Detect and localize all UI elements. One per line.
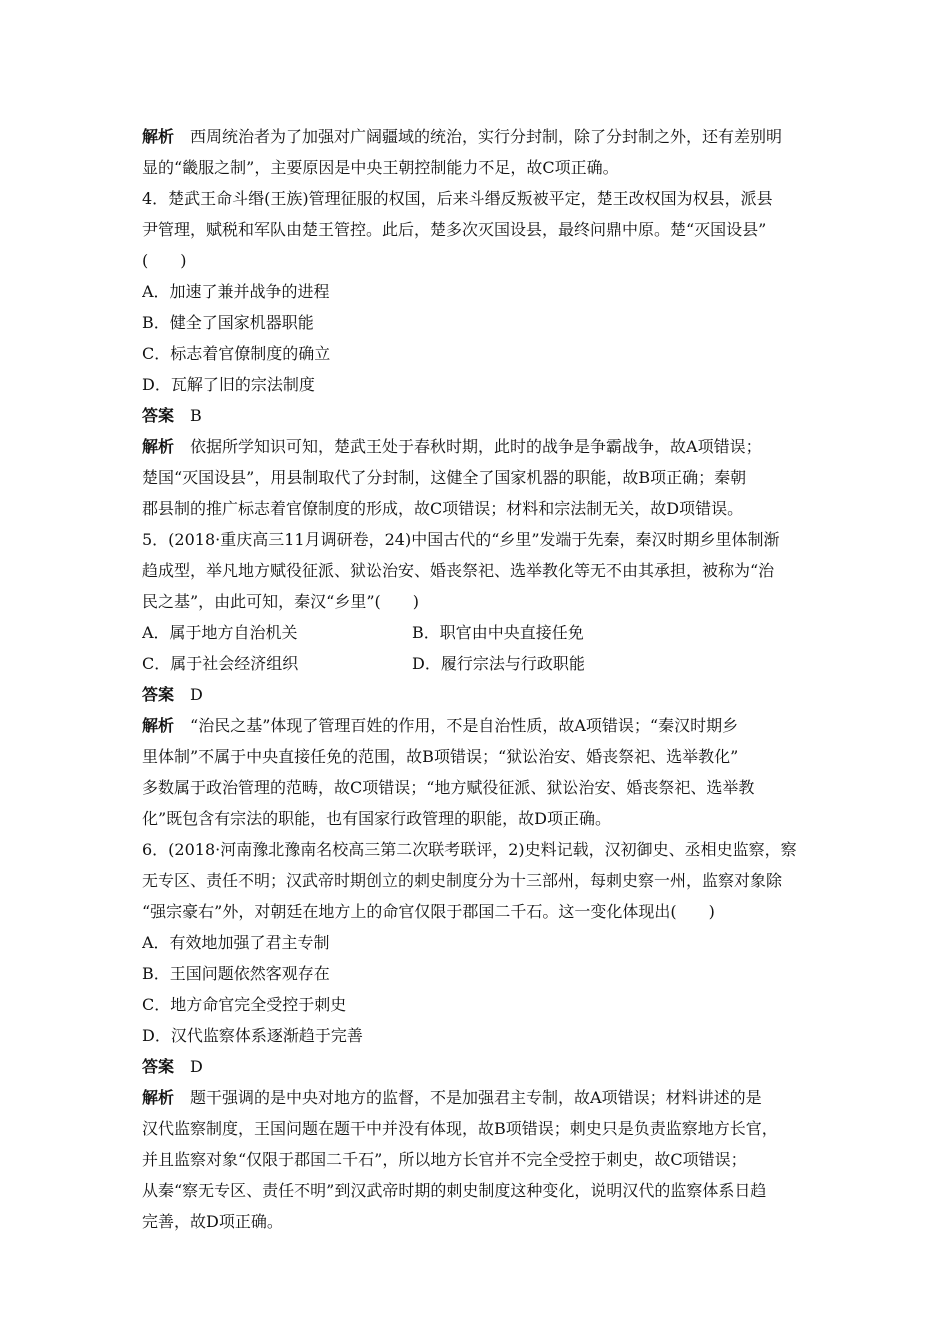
- question-6-answer: 答案 D: [142, 1057, 203, 1076]
- question-6-analysis: 从秦“察无专区、责任不明”到汉武帝时期的刺史制度这种变化，说明汉代的监察体系日趋: [142, 1181, 767, 1200]
- question-5-answer: 答案 D: [142, 685, 203, 704]
- question-5-stem: 5．(2018·重庆高三11月调研卷，24)中国古代的“乡里”发端于先秦，秦汉时期乡里体制渐: [142, 530, 780, 549]
- question-5-option-c: C．属于社会经济组织: [142, 654, 299, 673]
- question-5-analysis: 化”既包含有宗法的职能，也有国家行政管理的职能，故D项正确。: [142, 809, 612, 828]
- question-6-option-c: C．地方命官完全受控于刺史: [142, 995, 347, 1014]
- question-5-stem: 民之基”，由此可知，秦汉“乡里”( ): [142, 592, 420, 611]
- question-6-stem: “强宗豪右”外，对朝廷在地方上的命官仅限于郡国二千石。这一变化体现出( ): [142, 902, 715, 921]
- question-4-answer: 答案 B: [142, 406, 202, 425]
- question-6-analysis: 并且监察对象“仅限于郡国二千石”，所以地方长官并不完全受控于刺史，故C项错误；: [142, 1150, 747, 1169]
- answer-label: 答案: [142, 685, 175, 704]
- answer-label: 答案: [142, 406, 175, 425]
- question-4-analysis: 楚国“灭国设县”，用县制取代了分封制，这健全了国家机器的职能，故B项正确；秦朝: [142, 468, 747, 487]
- question-5-options-row: [142, 648, 810, 679]
- question-4-option-b: B．健全了国家机器职能: [142, 313, 314, 332]
- answer-label: 答案: [142, 1057, 175, 1076]
- analysis-label: 解析: [142, 127, 175, 146]
- question-5-option-b: B．职官由中央直接任免: [412, 623, 584, 642]
- analysis-line: 显的“畿服之制”，主要原因是中央王朝控制能力不足，故C项正确。: [142, 158, 619, 177]
- question-5-stem: 趋成型，举凡地方赋役征派、狱讼治安、婚丧祭祀、选举教化等无不由其承担，被称为“治: [142, 561, 775, 580]
- question-4-stem: 4．楚武王命斗缗(王族)管理征服的权国，后来斗缗反叛被平定，楚王改权国为权县，派县: [142, 189, 773, 208]
- question-4-option-d: D．瓦解了旧的宗法制度: [142, 375, 315, 394]
- question-6-option-b: B．王国问题依然客观存在: [142, 964, 330, 983]
- analysis-label: 解析: [142, 437, 175, 456]
- question-4-stem: 尹管理，赋税和军队由楚王管控。此后，楚多次灭国设县，最终问鼎中原。楚“灭国设县”: [142, 220, 767, 239]
- analysis-label: 解析: [142, 716, 175, 735]
- question-5-option-a: A．属于地方自治机关: [142, 623, 298, 642]
- question-6-analysis: 汉代监察制度，王国问题在题干中并没有体现，故B项错误；刺史只是负责监察地方长官，: [142, 1119, 778, 1138]
- question-6-option-d: D．汉代监察体系逐渐趋于完善: [142, 1026, 363, 1045]
- question-6-analysis: 解析 题干强调的是中央对地方的监督，不是加强君主专制，故A项错误；材料讲述的是: [142, 1088, 762, 1107]
- question-5-analysis: 里体制”不属于中央直接任免的范围，故B项错误；“狱讼治安、婚丧祭祀、选举教化”: [142, 747, 739, 766]
- question-6-analysis: 完善，故D项正确。: [142, 1212, 283, 1231]
- analysis-label: 解析: [142, 1088, 175, 1107]
- question-6-option-a: A．有效地加强了君主专制: [142, 933, 330, 952]
- question-4-analysis: 解析 依据所学知识可知，楚武王处于春秋时期，此时的战争是争霸战争，故A项错误；: [142, 437, 762, 456]
- page-content: [142, 121, 810, 1237]
- analysis-line: 解析 西周统治者为了加强对广阔疆域的统治，实行分封制，除了分封制之外，还有差别明: [142, 127, 783, 146]
- question-5-options-row: [142, 617, 810, 648]
- question-6-stem: 6．(2018·河南豫北豫南名校高三第二次联考联评，2)史料记载，汉初御史、丞相史监察，察: [142, 840, 797, 859]
- question-5-analysis: 多数属于政治管理的范畴，故C项错误；“地方赋役征派、狱讼治安、婚丧祭祀、选举教: [142, 778, 755, 797]
- question-4-stem: ( ): [142, 251, 187, 270]
- question-5-analysis: 解析 “治民之基”体现了管理百姓的作用，不是自治性质，故A项错误；“秦汉时期乡: [142, 716, 739, 735]
- question-4-option-a: A．加速了兼并战争的进程: [142, 282, 330, 301]
- question-4-option-c: C．标志着官僚制度的确立: [142, 344, 331, 363]
- question-5-option-d: D．履行宗法与行政职能: [412, 654, 585, 673]
- question-4-analysis: 郡县制的推广标志着官僚制度的形成，故C项错误；材料和宗法制无关，故D项错误。: [142, 499, 744, 518]
- question-6-stem: 无专区、责任不明；汉武帝时期创立的刺史制度分为十三部州，每刺史察一州，监察对象除: [142, 871, 783, 890]
